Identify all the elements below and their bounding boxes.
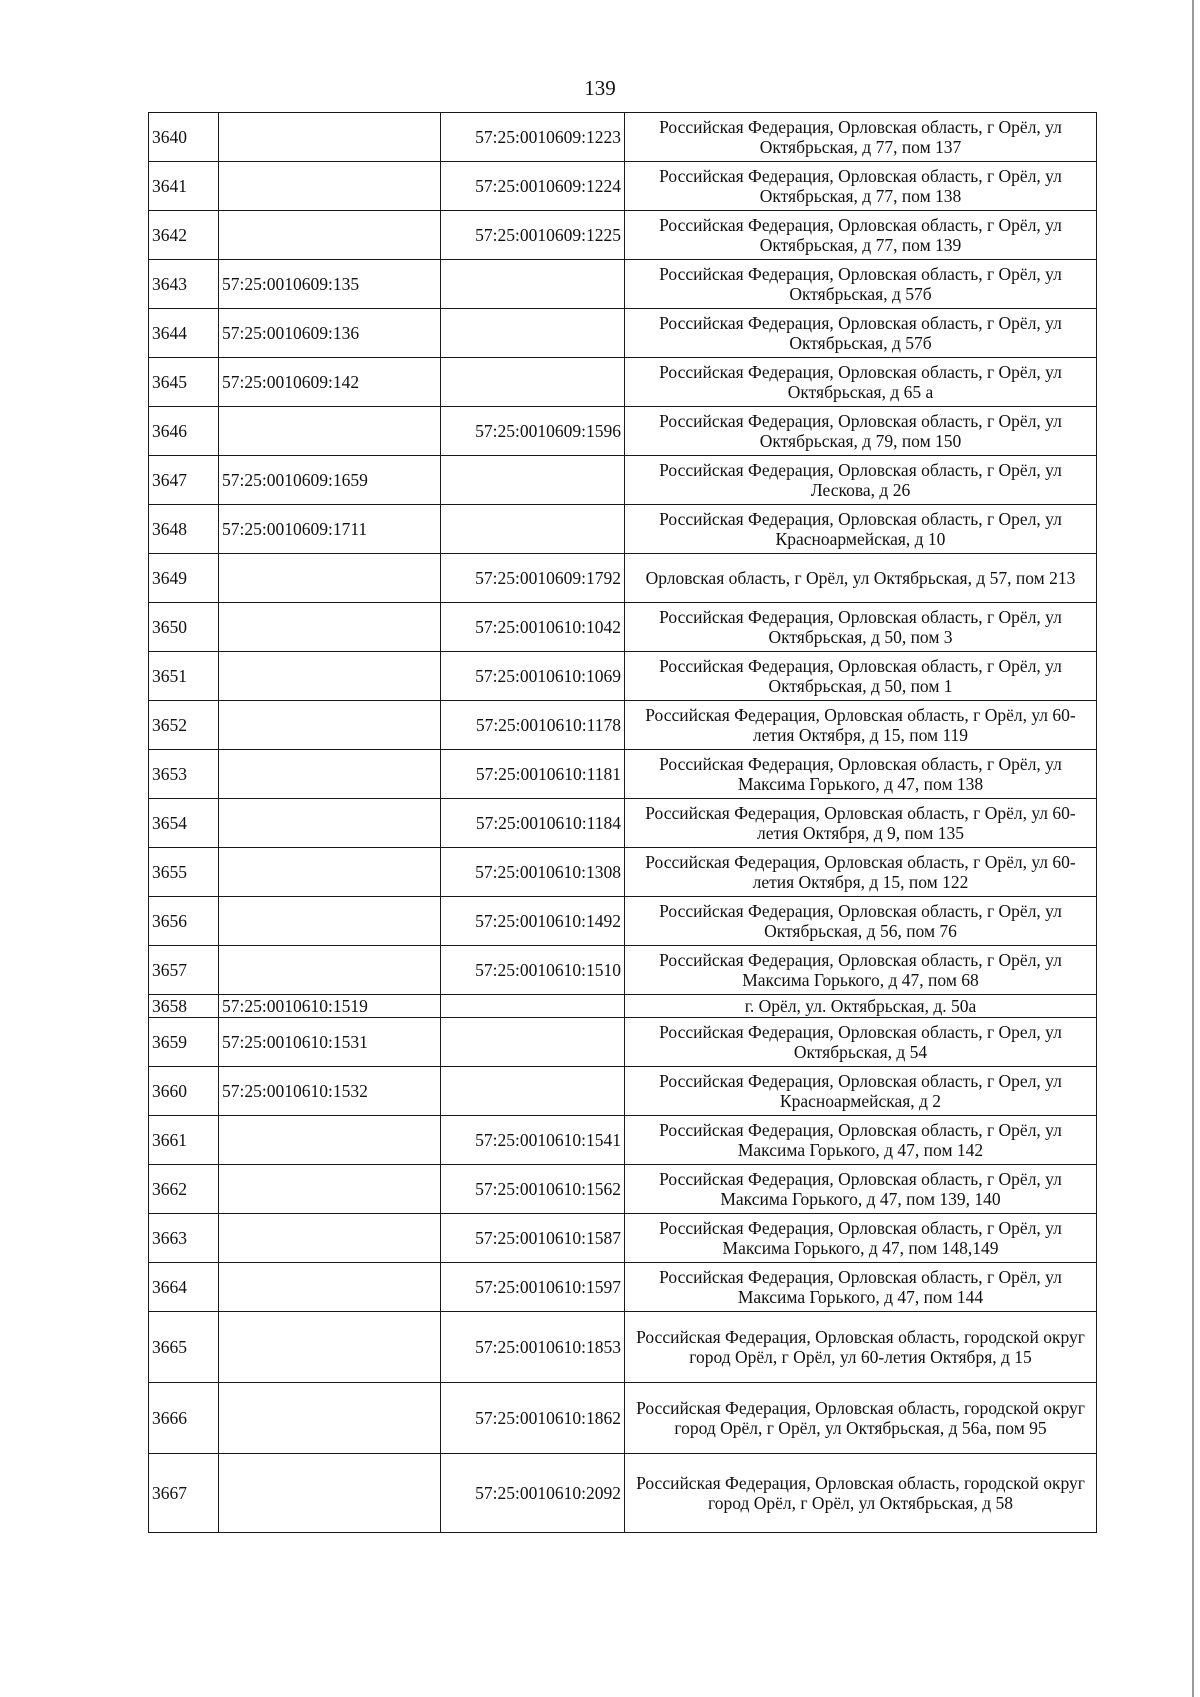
land-cadastral-number-cell: 57:25:0010609:1711 (219, 505, 441, 554)
table-row (149, 1018, 1097, 1067)
object-cadastral-number-cell: 57:25:0010610:1042 (441, 603, 625, 652)
row-number-cell: 3655 (149, 848, 219, 897)
address-cell: Российская Федерация, Орловская область, г Орёл, ул Октябрьская, д 77, пом 137 (625, 113, 1097, 162)
row-number-cell: 3664 (149, 1263, 219, 1312)
table-row (149, 701, 1097, 750)
object-cadastral-number-cell (441, 309, 625, 358)
table-row (149, 1067, 1097, 1116)
object-cadastral-number-cell: 57:25:0010609:1223 (441, 113, 625, 162)
address-cell: Российская Федерация, Орловская область, г Орёл, ул 60-летия Октября, д 9, пом 135 (625, 799, 1097, 848)
land-cadastral-number-cell (219, 1214, 441, 1263)
row-number-cell: 3646 (149, 407, 219, 456)
address-cell: Российская Федерация, Орловская область, г Орел, ул Красноармейская, д 10 (625, 505, 1097, 554)
address-cell: Российская Федерация, Орловская область, г Орёл, ул Октябрьская, д 77, пом 139 (625, 211, 1097, 260)
land-cadastral-number-cell (219, 652, 441, 701)
row-number-cell: 3640 (149, 113, 219, 162)
table-row (149, 407, 1097, 456)
object-cadastral-number-cell: 57:25:0010610:1308 (441, 848, 625, 897)
object-cadastral-number-cell (441, 1018, 625, 1067)
land-cadastral-number-cell: 57:25:0010609:1659 (219, 456, 441, 505)
row-number-cell: 3667 (149, 1454, 219, 1533)
table-row (149, 995, 1097, 1018)
object-cadastral-number-cell: 57:25:0010610:1069 (441, 652, 625, 701)
table-row (149, 211, 1097, 260)
table-row (149, 750, 1097, 799)
row-number-cell: 3657 (149, 946, 219, 995)
table-row (149, 260, 1097, 309)
object-cadastral-number-cell (441, 260, 625, 309)
table-row (149, 1454, 1097, 1533)
land-cadastral-number-cell (219, 897, 441, 946)
object-cadastral-number-cell: 57:25:0010610:1510 (441, 946, 625, 995)
page-number: 139 (584, 76, 616, 100)
address-cell: Российская Федерация, Орловская область, г Орёл, ул Октябрьская, д 65 а (625, 358, 1097, 407)
land-cadastral-number-cell (219, 750, 441, 799)
row-number-cell: 3654 (149, 799, 219, 848)
land-cadastral-number-cell (219, 1116, 441, 1165)
address-cell: Российская Федерация, Орловская область, г Орёл, ул Максима Горького, д 47, пом 68 (625, 946, 1097, 995)
address-cell: Российская Федерация, Орловская область, г Орёл, ул Максима Горького, д 47, пом 148,149 (625, 1214, 1097, 1263)
scan-edge-line (1192, 0, 1194, 1697)
row-number-cell: 3659 (149, 1018, 219, 1067)
register-table-body (149, 113, 1097, 1533)
address-cell: Российская Федерация, Орловская область, г Орёл, ул Октябрьская, д 79, пом 150 (625, 407, 1097, 456)
address-cell: Российская Федерация, Орловская область, г Орел, ул Октябрьская, д 54 (625, 1018, 1097, 1067)
address-cell: Российская Федерация, Орловская область, г Орёл, ул Октябрьская, д 50, пом 1 (625, 652, 1097, 701)
row-number-cell: 3643 (149, 260, 219, 309)
object-cadastral-number-cell (441, 995, 625, 1018)
object-cadastral-number-cell: 57:25:0010610:1587 (441, 1214, 625, 1263)
address-cell: Российская Федерация, Орловская область, г Орёл, ул Максима Горького, д 47, пом 144 (625, 1263, 1097, 1312)
object-cadastral-number-cell: 57:25:0010609:1792 (441, 554, 625, 603)
land-cadastral-number-cell (219, 799, 441, 848)
row-number-cell: 3666 (149, 1383, 219, 1454)
row-number-cell: 3661 (149, 1116, 219, 1165)
land-cadastral-number-cell (219, 211, 441, 260)
land-cadastral-number-cell (219, 1454, 441, 1533)
row-number-cell: 3648 (149, 505, 219, 554)
land-cadastral-number-cell (219, 1312, 441, 1383)
row-number-cell: 3653 (149, 750, 219, 799)
object-cadastral-number-cell: 57:25:0010610:1853 (441, 1312, 625, 1383)
table-row (149, 554, 1097, 603)
land-cadastral-number-cell: 57:25:0010610:1531 (219, 1018, 441, 1067)
land-cadastral-number-cell (219, 407, 441, 456)
object-cadastral-number-cell: 57:25:0010610:1862 (441, 1383, 625, 1454)
object-cadastral-number-cell: 57:25:0010610:1541 (441, 1116, 625, 1165)
row-number-cell: 3647 (149, 456, 219, 505)
table-row (149, 358, 1097, 407)
row-number-cell: 3652 (149, 701, 219, 750)
address-cell: Российская Федерация, Орловская область, г Орёл, ул Максима Горького, д 47, пом 139, 140 (625, 1165, 1097, 1214)
table-row (149, 652, 1097, 701)
land-cadastral-number-cell (219, 113, 441, 162)
address-cell: Российская Федерация, Орловская область, г Орёл, ул Октябрьская, д 50, пом 3 (625, 603, 1097, 652)
object-cadastral-number-cell (441, 456, 625, 505)
table-row (149, 1263, 1097, 1312)
object-cadastral-number-cell: 57:25:0010610:1184 (441, 799, 625, 848)
table-row (149, 505, 1097, 554)
row-number-cell: 3660 (149, 1067, 219, 1116)
object-cadastral-number-cell: 57:25:0010610:2092 (441, 1454, 625, 1533)
address-cell: Российская Федерация, Орловская область, г Орёл, ул Максима Горького, д 47, пом 138 (625, 750, 1097, 799)
land-cadastral-number-cell (219, 701, 441, 750)
land-cadastral-number-cell: 57:25:0010609:135 (219, 260, 441, 309)
address-cell: Российская Федерация, Орловская область, г Орёл, ул Октябрьская, д 56, пом 76 (625, 897, 1097, 946)
object-cadastral-number-cell: 57:25:0010610:1562 (441, 1165, 625, 1214)
table-row (149, 946, 1097, 995)
table-row (149, 162, 1097, 211)
table-row (149, 603, 1097, 652)
land-cadastral-number-cell: 57:25:0010609:136 (219, 309, 441, 358)
object-cadastral-number-cell: 57:25:0010610:1597 (441, 1263, 625, 1312)
table-row (149, 309, 1097, 358)
object-cadastral-number-cell: 57:25:0010609:1224 (441, 162, 625, 211)
land-cadastral-number-cell (219, 1165, 441, 1214)
table-row (149, 113, 1097, 162)
table-row (149, 456, 1097, 505)
table-row (149, 1214, 1097, 1263)
land-cadastral-number-cell (219, 848, 441, 897)
cadastral-register-table (148, 112, 1097, 1533)
table-row (149, 1165, 1097, 1214)
row-number-cell: 3645 (149, 358, 219, 407)
land-cadastral-number-cell (219, 554, 441, 603)
table-row (149, 799, 1097, 848)
object-cadastral-number-cell (441, 1067, 625, 1116)
row-number-cell: 3650 (149, 603, 219, 652)
land-cadastral-number-cell: 57:25:0010610:1519 (219, 995, 441, 1018)
address-cell: Российская Федерация, Орловская область, г Орёл, ул Октябрьская, д 57б (625, 260, 1097, 309)
address-cell: Орловская область, г Орёл, ул Октябрьская, д 57, пом 213 (625, 554, 1097, 603)
address-cell: Российская Федерация, Орловская область, г Орёл, ул 60-летия Октября, д 15, пом 119 (625, 701, 1097, 750)
object-cadastral-number-cell (441, 505, 625, 554)
land-cadastral-number-cell: 57:25:0010610:1532 (219, 1067, 441, 1116)
table-row (149, 1312, 1097, 1383)
object-cadastral-number-cell (441, 358, 625, 407)
object-cadastral-number-cell: 57:25:0010610:1492 (441, 897, 625, 946)
land-cadastral-number-cell (219, 603, 441, 652)
row-number-cell: 3662 (149, 1165, 219, 1214)
land-cadastral-number-cell (219, 162, 441, 211)
address-cell: Российская Федерация, Орловская область, городской округ город Орёл, г Орёл, ул 60-летия Октября, д 15 (625, 1312, 1097, 1383)
object-cadastral-number-cell: 57:25:0010610:1178 (441, 701, 625, 750)
address-cell: Российская Федерация, Орловская область, городской округ город Орёл, г Орёл, ул Октябрьская, д 58 (625, 1454, 1097, 1533)
address-cell: Российская Федерация, Орловская область, г Орёл, ул Октябрьская, д 77, пом 138 (625, 162, 1097, 211)
address-cell: Российская Федерация, Орловская область, г Орёл, ул Лескова, д 26 (625, 456, 1097, 505)
row-number-cell: 3649 (149, 554, 219, 603)
object-cadastral-number-cell: 57:25:0010609:1225 (441, 211, 625, 260)
object-cadastral-number-cell: 57:25:0010610:1181 (441, 750, 625, 799)
address-cell: Российская Федерация, Орловская область, г Орёл, ул 60-летия Октября, д 15, пом 122 (625, 848, 1097, 897)
table-row (149, 848, 1097, 897)
table-row (149, 1116, 1097, 1165)
address-cell: Российская Федерация, Орловская область, г Орел, ул Красноармейская, д 2 (625, 1067, 1097, 1116)
address-cell: Российская Федерация, Орловская область, г Орёл, ул Октябрьская, д 57б (625, 309, 1097, 358)
land-cadastral-number-cell (219, 1383, 441, 1454)
row-number-cell: 3642 (149, 211, 219, 260)
row-number-cell: 3644 (149, 309, 219, 358)
row-number-cell: 3658 (149, 995, 219, 1018)
address-cell: г. Орёл, ул. Октябрьская, д. 50а (625, 995, 1097, 1018)
row-number-cell: 3663 (149, 1214, 219, 1263)
land-cadastral-number-cell (219, 946, 441, 995)
row-number-cell: 3651 (149, 652, 219, 701)
address-cell: Российская Федерация, Орловская область, городской округ город Орёл, г Орёл, ул Октябрьская, д 56а, пом 95 (625, 1383, 1097, 1454)
row-number-cell: 3665 (149, 1312, 219, 1383)
table-row (149, 1383, 1097, 1454)
table-row (149, 897, 1097, 946)
address-cell: Российская Федерация, Орловская область, г Орёл, ул Максима Горького, д 47, пом 142 (625, 1116, 1097, 1165)
object-cadastral-number-cell: 57:25:0010609:1596 (441, 407, 625, 456)
land-cadastral-number-cell (219, 1263, 441, 1312)
land-cadastral-number-cell: 57:25:0010609:142 (219, 358, 441, 407)
row-number-cell: 3641 (149, 162, 219, 211)
row-number-cell: 3656 (149, 897, 219, 946)
